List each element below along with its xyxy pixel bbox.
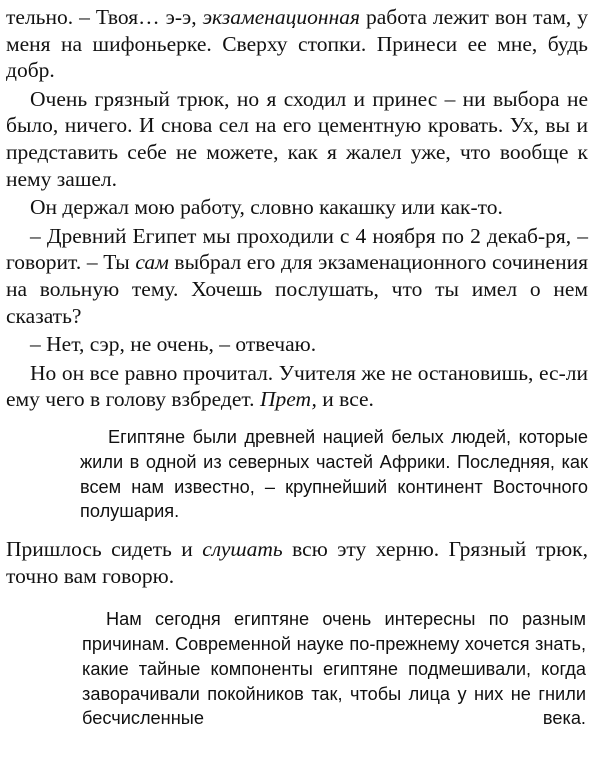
paragraph-1-text-b: работа лежит вон там, у меня на шифоньерке. Сверху стопки. Принеси ее мне, будь добр. bbox=[6, 5, 589, 83]
paragraph-2: Очень грязный трюк, но я сходил и принес – ни выбора не было, ничего. И снова сел на его цементную кровать. Ух, вы и представить себе не можете, как я жалел уже, что вообще к нему зашел. bbox=[6, 86, 588, 191]
paragraph-7 bbox=[6, 536, 588, 589]
paragraph-1 bbox=[6, 4, 588, 84]
paragraph-4-text-a: – Древний Египет мы проходили с 4 ноября по 2 декаб-ря, – говорит. – Ты bbox=[6, 223, 588, 275]
paragraph-1-emphasis: экзаменационная bbox=[202, 5, 360, 29]
paragraph-6 bbox=[6, 360, 588, 413]
paragraph-3: Он держал мою работу, словно какашку или как-то. bbox=[30, 195, 503, 220]
quote-block-1: Египтяне были древней нацией белых людей, которые жили в одной из северных частей Африки. Последняя, как всем нам известно, – крупнейший континент Восточного полушария. bbox=[80, 426, 588, 522]
paragraph-7-emphasis: слушать bbox=[202, 537, 283, 562]
paragraph-5: – Нет, сэр, не очень, – отвечаю. bbox=[30, 332, 317, 357]
paragraph-6-text-b: и все. bbox=[316, 387, 374, 412]
paragraph-7-text-b: всю эту херню. Грязный трюк, точно вам говорю. bbox=[6, 537, 588, 588]
paragraph-1-text-a: тельно. – Твоя… э-э, bbox=[6, 5, 203, 29]
paragraph-7-text-a: Пришлось сидеть и bbox=[6, 537, 203, 562]
paragraph-4 bbox=[6, 223, 588, 329]
quote-block-2: Нам сегодня египтяне очень интересны по разным причинам. Современной науке по-прежнему хочется знать, какие тайные компоненты египтяне подмешивали, когда заворачивали покойников так, чтобы лица у них не гнили бесчисленные века. bbox=[82, 609, 586, 729]
paragraph-6-text-a: Но он все равно прочитал. Учителя же не остановишь, ес-ли ему чего в голову взбредет. bbox=[6, 360, 588, 412]
paragraph-4-emphasis: сам bbox=[135, 250, 169, 275]
paragraph-6-emphasis: Прет, bbox=[259, 387, 317, 412]
paragraph-4-text-b: выбрал его для экзаменационного сочинения на вольную тему. Хочешь послушать, что ты имел о нем сказать? bbox=[6, 250, 588, 328]
